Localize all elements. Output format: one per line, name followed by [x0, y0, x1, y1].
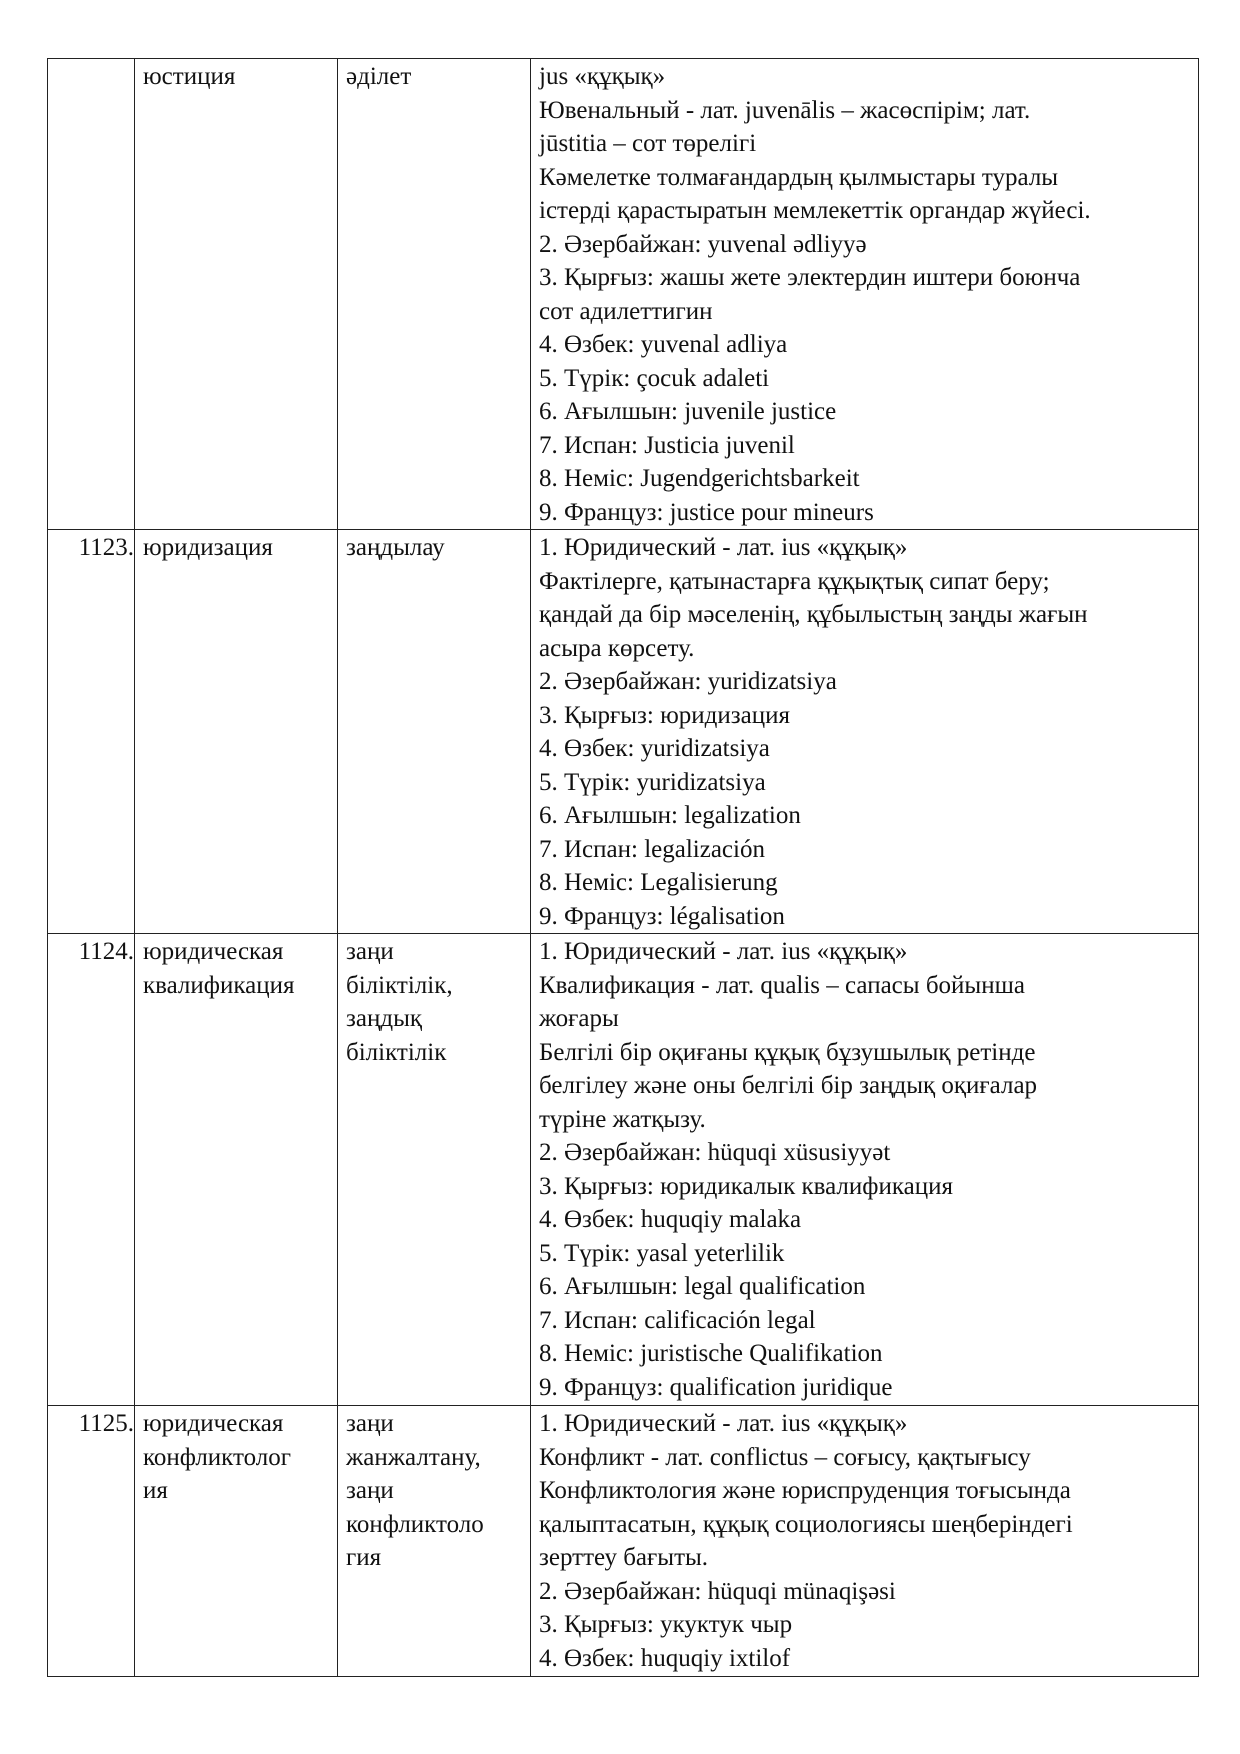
- kazakh-term-line: заңдық: [346, 1005, 423, 1032]
- kazakh-term-line: конфликтоло: [346, 1510, 484, 1538]
- table-row: [48, 59, 1199, 530]
- definition-line: 6. Ағылшын: legal qualification: [539, 1273, 866, 1300]
- entry-number: 1124.: [48, 934, 135, 1406]
- definition-line: 7. Испан: calificación legal: [539, 1306, 816, 1334]
- definition-line: jūstitia – сот төрелігі: [539, 130, 757, 157]
- definition-line: Конфликтология және юриспруденция тоғысында: [539, 1477, 1071, 1504]
- definition-line: 5. Түрік: yasal yeterlilik: [539, 1239, 785, 1267]
- russian-term-line: юстиция: [143, 63, 236, 90]
- entry-number: 1123.: [48, 530, 135, 934]
- definition-line: 5. Түрік: yuridizatsiya: [539, 768, 766, 796]
- kazakh-term: [338, 1406, 531, 1677]
- definition-line: 1. Юридический - лат. ius «құқық»: [539, 534, 908, 561]
- russian-term-line: ия: [143, 1477, 168, 1504]
- russian-term-line: квалификация: [143, 971, 295, 999]
- definition-line: Конфликт - лат. conflictus – соғысу, қақтығысу: [539, 1443, 1031, 1471]
- kazakh-term-line: біліктілік,: [346, 971, 453, 999]
- definition-line: сот адилеттигин: [539, 297, 713, 325]
- definition-line: Квалификация - лат. qualis – сапасы бойынша: [539, 971, 1025, 999]
- definition-line: 4. Өзбек: huquqiy malaka: [539, 1206, 802, 1233]
- definition-line: 6. Ағылшын: legalization: [539, 802, 801, 829]
- definition-line: 2. Әзербайжан: hüquqi xüsusiyyət: [539, 1139, 891, 1166]
- definition-line: 3. Қырғыз: укуктук чыр: [539, 1611, 793, 1638]
- entry-number: [48, 59, 135, 530]
- definition-cell: [531, 1406, 1199, 1677]
- definition-line: 9. Француз: légalisation: [539, 902, 785, 930]
- russian-term-line: юридическая: [143, 1410, 284, 1437]
- definition-line: түріне жатқызу.: [539, 1105, 706, 1133]
- definition-line: 5. Түрік: çocuk adaleti: [539, 364, 770, 392]
- russian-term-line: юридизация: [143, 534, 273, 561]
- dictionary-table-body: [48, 59, 1199, 1677]
- definition-line: 3. Қырғыз: жашы жете электердин иштери боюнча: [539, 264, 1081, 291]
- kazakh-term: [338, 530, 531, 934]
- definition-line: 3. Қырғыз: юридикалык квалификация: [539, 1172, 953, 1200]
- russian-term: [135, 530, 338, 934]
- definition-line: 1. Юридический - лат. ius «құқық»: [539, 1410, 908, 1437]
- definition-line: зерттеу бағыты.: [539, 1544, 709, 1571]
- definition-line: 8. Неміс: Jugendgerichtsbarkeit: [539, 465, 860, 492]
- kazakh-term-line: заңи: [346, 1410, 394, 1437]
- definition-line: 8. Неміс: juristische Qualifikation: [539, 1340, 883, 1367]
- definition-line: істерді қарастыратын мемлекеттік органдар жүйесі.: [539, 197, 1091, 224]
- definition-line: 2. Әзербайжан: yuridizatsiya: [539, 668, 837, 695]
- definition-line: 7. Испан: Justicia juvenil: [539, 431, 795, 459]
- table-row: [48, 1406, 1199, 1677]
- definition-line: қандай да бір мәселенің, құбылыстың заңды жағын: [539, 601, 1088, 628]
- definition-line: асыра көрсету.: [539, 634, 695, 662]
- dictionary-page: [47, 58, 1198, 1677]
- definition-line: белгілеу және оны белгілі бір заңдық оқиғалар: [539, 1072, 1038, 1099]
- definition-line: 7. Испан: legalización: [539, 835, 765, 863]
- definition-cell: [531, 59, 1199, 530]
- kazakh-term-line: заңдылау: [346, 534, 445, 561]
- definition-line: 2. Әзербайжан: yuvenal ədliyyə: [539, 230, 867, 258]
- dictionary-table: [47, 58, 1199, 1677]
- table-row: [48, 530, 1199, 934]
- definition-line: 4. Өзбек: huquqiy ixtilof: [539, 1644, 791, 1672]
- definition-line: 1. Юридический - лат. ius «құқық»: [539, 938, 908, 965]
- definition-line: Ювенальный - лат. juvenālis – жасөспірім; лат.: [539, 96, 1031, 124]
- definition-line: jus «құқық»: [539, 63, 666, 90]
- definition-line: 9. Француз: qualification juridique: [539, 1373, 893, 1401]
- definition-line: Кәмелетке толмағандардың қылмыстары туралы: [539, 163, 1059, 191]
- definition-line: жоғары: [539, 1005, 619, 1032]
- kazakh-term-line: заңи: [346, 938, 394, 965]
- kazakh-term-line: біліктілік: [346, 1038, 447, 1066]
- definition-line: 9. Француз: justice pour mineurs: [539, 498, 874, 526]
- kazakh-term: [338, 934, 531, 1406]
- definition-line: қалыптасатын, құқық социологиясы шеңберіндегі: [539, 1510, 1073, 1538]
- russian-term: [135, 59, 338, 530]
- kazakh-term-line: жанжалтану,: [346, 1443, 481, 1471]
- definition-cell: [531, 530, 1199, 934]
- russian-term: [135, 934, 338, 1406]
- kazakh-term-line: әділет: [346, 63, 412, 90]
- definition-line: 2. Әзербайжан: hüquqi münaqişəsi: [539, 1577, 896, 1605]
- entry-number: 1125.: [48, 1406, 135, 1677]
- definition-line: Белгілі бір оқиғаны құқық бұзушылық ретінде: [539, 1038, 1036, 1066]
- kazakh-term-line: заңи: [346, 1477, 394, 1504]
- russian-term: [135, 1406, 338, 1677]
- kazakh-term-line: гия: [346, 1544, 382, 1571]
- russian-term-line: юридическая: [143, 938, 284, 965]
- definition-cell: [531, 934, 1199, 1406]
- definition-line: Фактілерге, қатынастарға құқықтық сипат беру;: [539, 567, 1050, 595]
- definition-line: 4. Өзбек: yuvenal adliya: [539, 331, 788, 358]
- definition-line: 3. Қырғыз: юридизация: [539, 701, 790, 729]
- definition-line: 8. Неміс: Legalisierung: [539, 869, 778, 896]
- kazakh-term: [338, 59, 531, 530]
- definition-line: 4. Өзбек: yuridizatsiya: [539, 735, 770, 762]
- table-row: [48, 934, 1199, 1406]
- definition-line: 6. Ағылшын: juvenile justice: [539, 398, 837, 425]
- russian-term-line: конфликтолог: [143, 1443, 291, 1471]
